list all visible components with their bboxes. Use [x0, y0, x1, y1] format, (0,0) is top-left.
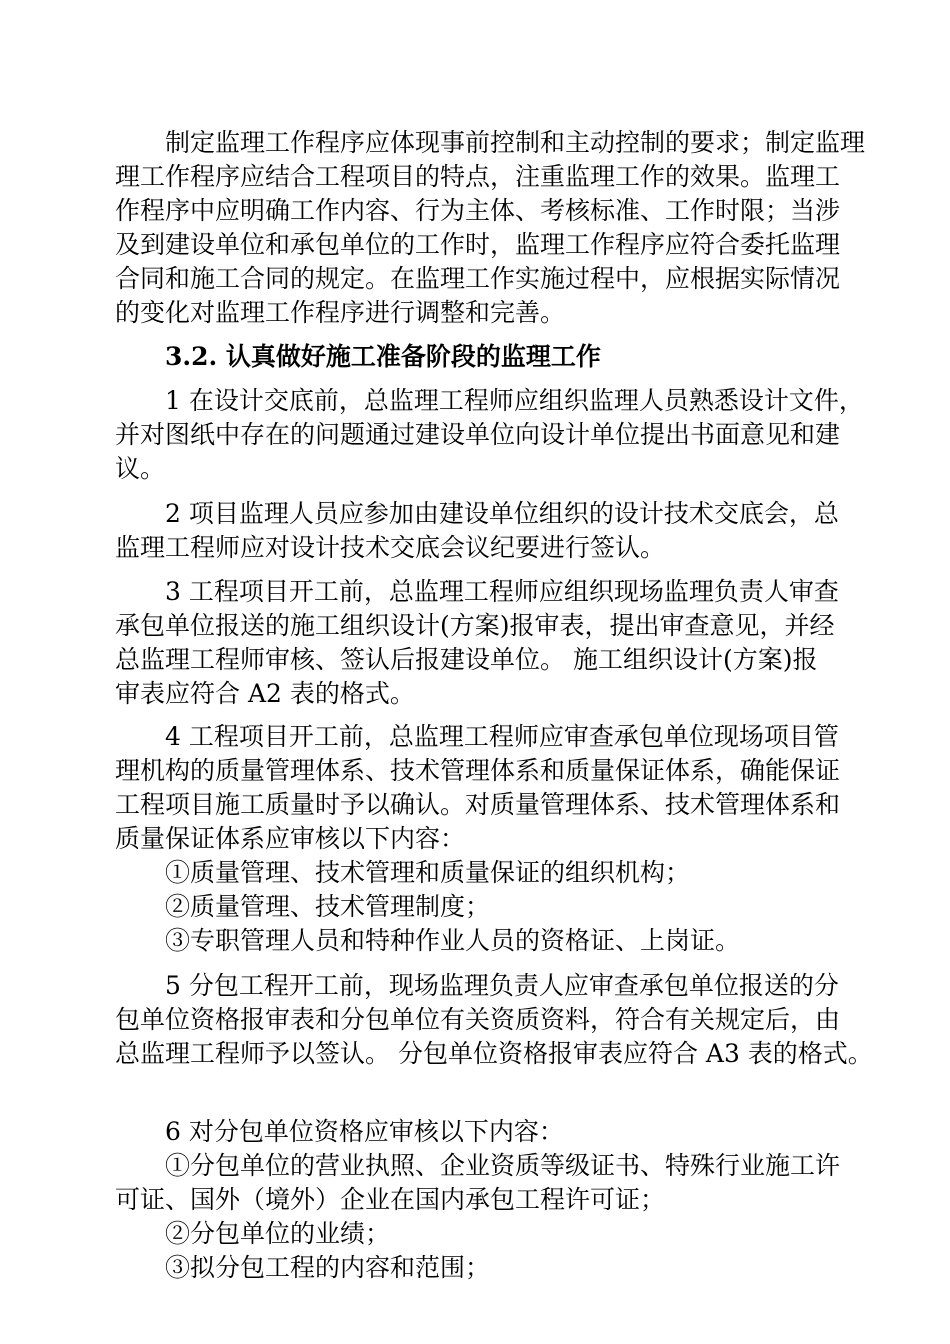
item-6-line: 6 对分包单位资格应审核以下内容： [165, 1117, 564, 1146]
item-5-line: 包单位资格报审表和分包单位有关资质资料，符合有关规定后，由 [115, 1005, 841, 1034]
item-4-subitem: ③专职管理人员和特种作业人员的资格证、上岗证。 [165, 926, 741, 955]
paragraph-line: 制定监理工作程序应体现事前控制和主动控制的要求；制定监理 [165, 128, 866, 157]
section-heading: 3.2. 认真做好施工准备阶段的监理工作 [165, 342, 601, 371]
item-2-line: 监理工程师应对设计技术交底会议纪要进行签认。 [115, 533, 666, 562]
item-4-line: 质量保证体系应审核以下内容： [115, 824, 466, 853]
paragraph-line: 及到建设单位和承包单位的工作时，监理工作程序应符合委托监理 [115, 230, 841, 259]
item-3-line: 承包单位报送的施工组织设计(方案)报审表，提出审查意见，并经 [115, 611, 835, 640]
item-1-line: 1 在设计交底前，总监理工程师应组织监理人员熟悉设计文件， [165, 386, 864, 415]
item-4-line: 4 工程项目开工前，总监理工程师应审查承包单位现场项目管 [165, 722, 839, 751]
paragraph-line: 的变化对监理工作程序进行调整和完善。 [115, 298, 566, 327]
item-5-line: 总监理工程师予以签认。 分包单位资格报审表应符合 A3 表的格式。 [115, 1039, 873, 1068]
item-6-subitem: ①分包单位的营业执照、企业资质等级证书、特殊行业施工许 [165, 1151, 841, 1180]
item-4-line: 理机构的质量管理体系、技术管理体系和质量保证体系，确能保证 [115, 756, 841, 785]
item-6-subitem: ②分包单位的业绩； [165, 1219, 391, 1248]
item-3-line: 总监理工程师审核、签认后报建设单位。 施工组织设计(方案)报 [115, 645, 818, 674]
item-1-line: 并对图纸中存在的问题通过建设单位向设计单位提出书面意见和建 [115, 420, 841, 449]
item-6-subitem: 可证、国外（境外）企业在国内承包工程许可证； [115, 1185, 666, 1214]
paragraph-line: 作程序中应明确工作内容、行为主体、考核标准、工作时限；当涉 [115, 196, 841, 225]
item-3-line: 审表应符合 A2 表的格式。 [115, 679, 415, 708]
item-6-subitem: ③拟分包工程的内容和范围； [165, 1253, 491, 1282]
paragraph-line: 合同和施工合同的规定。在监理工作实施过程中，应根据实际情况 [115, 264, 841, 293]
item-4-subitem: ①质量管理、技术管理和质量保证的组织机构； [165, 858, 691, 887]
item-4-line: 工程项目施工质量时予以确认。对质量管理体系、技术管理体系和 [115, 790, 841, 819]
item-4-subitem: ②质量管理、技术管理制度； [165, 892, 491, 921]
paragraph-line: 理工作程序应结合工程项目的特点，注重监理工作的效果。监理工 [115, 162, 841, 191]
item-2-line: 2 项目监理人员应参加由建设单位组织的设计技术交底会，总 [165, 499, 839, 528]
item-3-line: 3 工程项目开工前，总监理工程师应组织现场监理负责人审查 [165, 577, 839, 606]
item-1-line: 议。 [115, 454, 166, 483]
item-5-line: 5 分包工程开工前，现场监理负责人应审查承包单位报送的分 [165, 971, 839, 1000]
